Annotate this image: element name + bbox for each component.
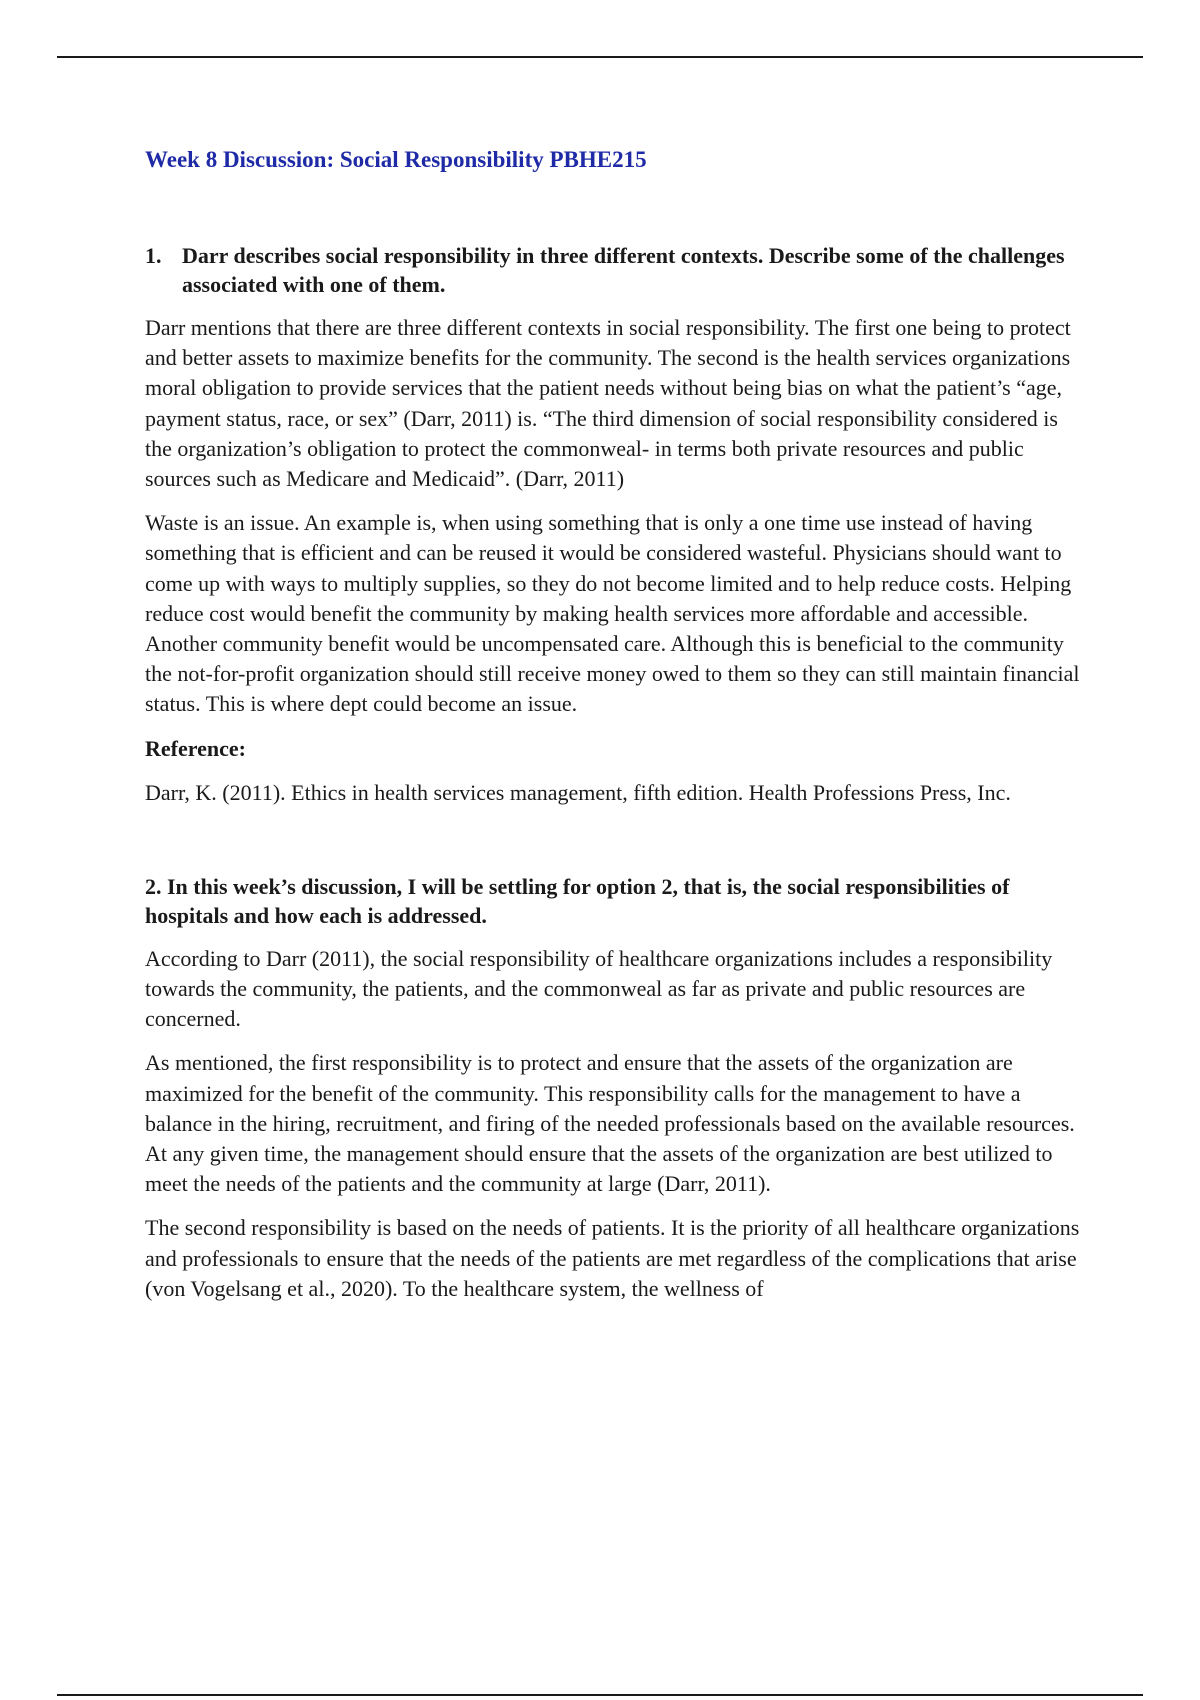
document-body [145, 145, 1085, 1318]
question-2-paragraph: The second responsibility is based on the needs of patients. It is the priority of all healthcare organizations and professionals to ensure that the needs of the patients are met regardless of the complications that arise (von Vogelsang et al., 2020). To the healthcare system, the wellness of [145, 1215, 1080, 1301]
reference-heading: Reference: [145, 735, 246, 761]
question-2-paragraph: As mentioned, the first responsibility is to protect and ensure that the assets of the organization are maximized for the benefit of the community. This responsibility calls for the management to have a balance in the hiring, recruitment, and firing of the needed professionals based on the available resources. At any given time, the management should ensure that the assets of the organization are best utilized to meet the needs of the patients and the community at large (Darr, 2011). [145, 1050, 1075, 1197]
bottom-rule [57, 1694, 1143, 1696]
question-1-heading [145, 241, 1085, 299]
section-spacer [145, 822, 1085, 872]
question-2-paragraph: According to Darr (2011), the social responsibility of healthcare organizations includes a responsibility towards the community, the patients, and the commonweal as far as private and public resources are concerned. [145, 945, 1053, 1032]
question-1-number: 1. [145, 243, 162, 268]
question-1-section [145, 241, 1085, 808]
question-1-heading-text: Darr describes social responsibility in three different contexts. Describe some of the challenges associated with one of them. [182, 243, 1065, 297]
question-2-heading: 2. In this week’s discussion, I will be settling for option 2, that is, the social responsibilities of hospitals and how each is addressed. [145, 873, 1010, 928]
document-title: Week 8 Discussion: Social Responsibility PBHE215 [145, 147, 647, 172]
question-1-paragraph: Waste is an issue. An example is, when using something that is only a one time use instead of having something that is efficient and can be reused it would be considered wasteful. Physicians should want to come up with ways to multiply supplies, so they do not become limited and to help reduce costs. Helping reduce cost would benefit the community by making health services more affordable and accessible. Another community benefit would be uncompensated care. Although this is beneficial to the community the not-for-profit organization should still receive money owed to them so they can still maintain financial status. This is where dept could become an issue. [145, 510, 1080, 717]
reference-citation: Darr, K. (2011). Ethics in health services management, fifth edition. Health Professions Press, Inc. [145, 779, 1011, 805]
question-2-section [145, 872, 1085, 1304]
top-rule [57, 56, 1143, 58]
question-1-paragraph: Darr mentions that there are three different contexts in social responsibility. The first one being to protect and better assets to maximize benefits for the community. The second is the health services organizations moral obligation to provide services that the patient needs without being bias on what the patient’s “age, payment status, race, or sex” (Darr, 2011) is. “The third dimension of social responsibility considered is the organization’s obligation to protect the commonweal- in terms both private resources and public sources such as Medicare and Medicaid”. (Darr, 2011) [145, 315, 1071, 492]
